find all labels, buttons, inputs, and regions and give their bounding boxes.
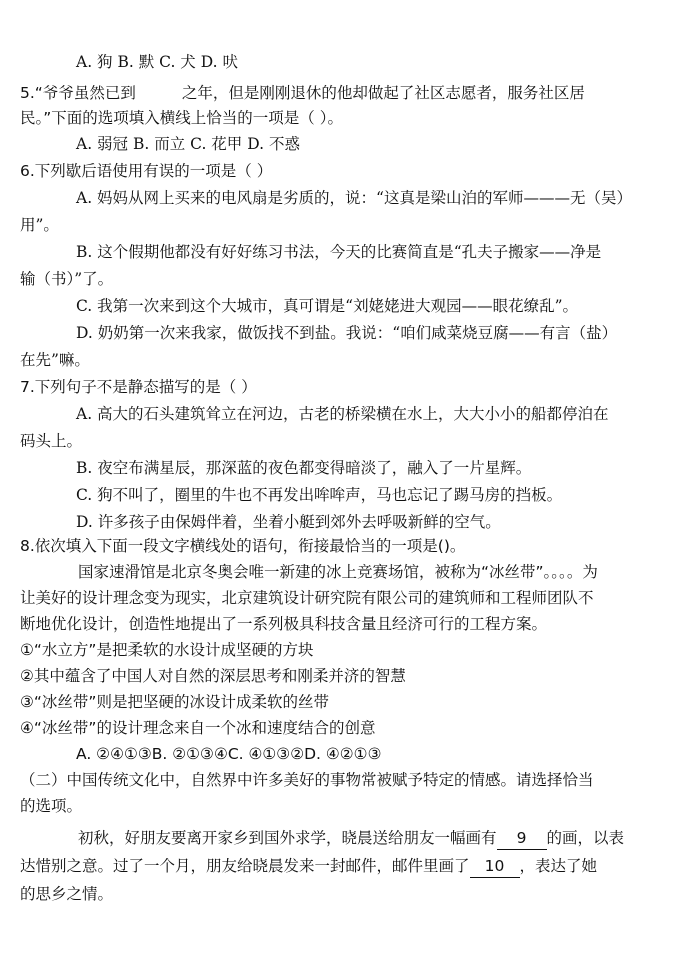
q8-sentence-2: ②其中蕴含了中国人对自然的深层思考和刚柔并济的智慧	[20, 667, 406, 685]
q8-passage-line2: 让美好的设计理念变为现实，北京建筑设计研究院有限公司的建筑师和工程师团队不	[20, 589, 594, 607]
q6-option-b: B. 这个假期他都没有好好练习书法，今天的比赛简直是“孔夫子搬家——净是	[76, 243, 602, 261]
q6-option-a: A. 妈妈从网上买来的电风扇是劣质的，说：“这真是梁山泊的军师———无（吴）	[76, 189, 632, 207]
section-2-passage-line1	[78, 827, 666, 850]
answer-blank-10[interactable]: 10	[470, 855, 520, 878]
q5-stem-part1: 5.“爷爷虽然已到	[20, 84, 136, 102]
passage-text-part3: 达惜别之意。过了一个月，朋友给晓晨发来一封邮件，邮件里画了	[20, 857, 470, 875]
q6-option-d: D. 奶奶第一次来我家，做饭找不到盐。我说：“咱们咸菜烧豆腐——有言（盐）	[76, 324, 618, 342]
q5-stem-part2: 之年，但是刚刚退休的他却做起了社区志愿者，服务社区居	[181, 84, 585, 102]
q6-option-d-cont: 在先”嘛。	[20, 351, 90, 369]
q4-options: A. 狗 B. 默 C. 犬 D. 吠	[76, 53, 238, 71]
passage-text-part2: 的画，以表	[546, 829, 625, 847]
q8-sentence-1: ①“水立方”是把柔软的水设计成坚硬的方块	[20, 641, 314, 659]
section-2-intro-cont: 的选项。	[20, 797, 83, 815]
q8-stem: 8.依次填入下面一段文字横线处的语句，衔接最恰当的一项是()。	[20, 537, 466, 555]
q5-stem-line1	[20, 82, 666, 104]
q7-option-d: D. 许多孩子由保姆伴着，坐着小艇到郊外去呼吸新鲜的空气。	[76, 513, 501, 531]
q8-passage-line3: 断地优化设计，创造性地提出了一系列极具科技含量且经济可行的工程方案。	[20, 615, 548, 633]
q8-options: A. ②④①③B. ②①③④C. ④①③②D. ④②①③	[76, 745, 382, 763]
q6-option-c: C. 我第一次来到这个大城市，真可谓是“刘姥姥进大观园——眼花缭乱”。	[76, 297, 579, 315]
q6-option-b-cont: 输（书）”了。	[20, 270, 114, 288]
q7-option-c: C. 狗不叫了，圈里的牛也不再发出哞哞声，马也忘记了踢马房的挡板。	[76, 486, 563, 504]
passage-text-part1: 初秋，好朋友要离开家乡到国外求学，晓晨送给朋友一幅画有	[78, 829, 497, 847]
q8-sentence-3: ③“冰丝带”则是把坚硬的冰设计成柔软的丝带	[20, 693, 329, 711]
passage-text-part4: ，表达了她	[519, 857, 598, 875]
q5-stem-line2: 民。”下面的选项填入横线上恰当的一项是（ ）。	[20, 109, 343, 127]
section-2-intro: （二）中国传统文化中，自然界中许多美好的事物常被赋予特定的情感。请选择恰当	[20, 771, 594, 789]
q7-option-b: B. 夜空布满星辰，那深蓝的夜色都变得暗淡了，融入了一片星辉。	[76, 459, 532, 477]
q6-option-a-cont: 用”。	[20, 216, 59, 234]
q8-passage-line1: 国家速滑馆是北京冬奥会唯一新建的冰上竞赛场馆，被称为“冰丝带”。。。。为	[78, 563, 598, 581]
q7-option-a: A. 高大的石头建筑耸立在河边，古老的桥梁横在水上，大大小小的船都停泊在	[76, 405, 609, 423]
q5-options: A. 弱冠 B. 而立 C. 花甲 D. 不惑	[76, 135, 300, 153]
section-2-passage-line2	[20, 855, 666, 878]
q7-stem: 7.下列句子不是静态描写的是（ ）	[20, 378, 257, 396]
q8-sentence-4: ④“冰丝带”的设计理念来自一个冰和速度结合的创意	[20, 719, 376, 737]
q6-stem: 6.下列歇后语使用有误的一项是（ ）	[20, 162, 273, 180]
section-2-passage-line3: 的思乡之情。	[20, 885, 114, 903]
answer-blank-9[interactable]: 9	[497, 827, 547, 850]
q7-option-a-cont: 码头上。	[20, 432, 83, 450]
